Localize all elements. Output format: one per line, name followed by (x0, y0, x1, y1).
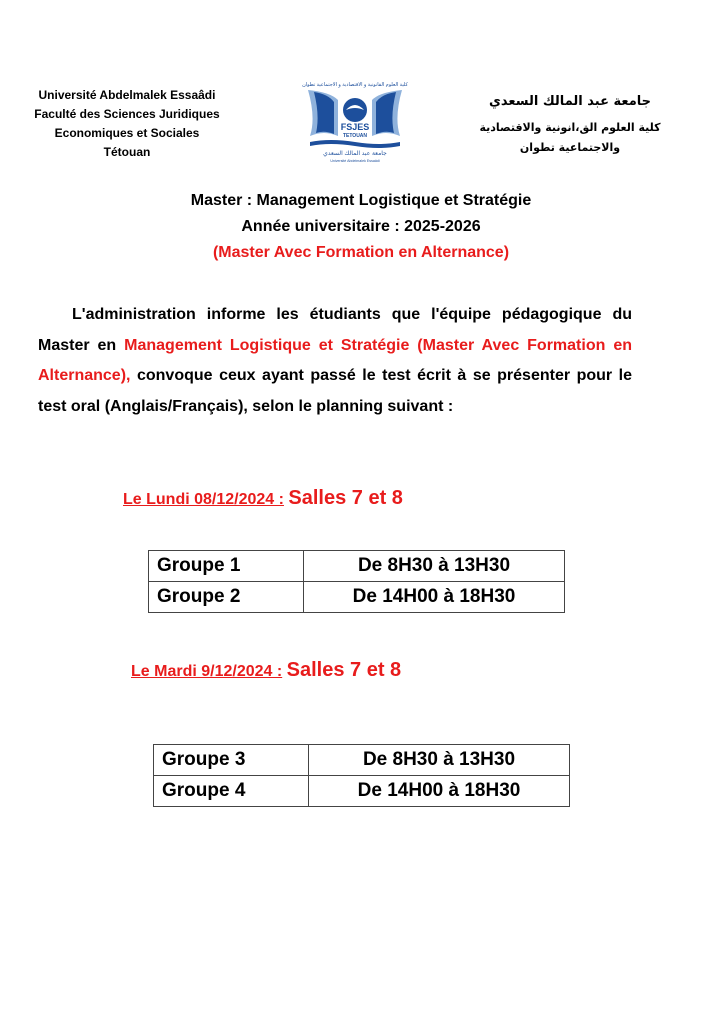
notice-text: convoque ceux ayant passé le test écrit à se présenter pour le test oral (Anglais/Français), selon le planning suivant : (38, 367, 632, 415)
logo-emblem (343, 98, 367, 122)
day-heading (131, 659, 401, 682)
notice-paragraph (38, 300, 632, 422)
logo-text-bottom: جامعة عبد المالك السعدي (323, 151, 387, 157)
document-title (0, 188, 722, 266)
time-cell: De 8H30 à 13H30 (309, 745, 570, 776)
university-line-ar: جامعة عبد المالك السعدي (488, 94, 652, 109)
academic-year: Année universitaire : 2025-2026 (241, 218, 481, 235)
master-type: (Master Avec Formation en Alternance) (212, 244, 510, 261)
notice-text: L'administration informe les étudiants que l'équipe pédagogique du Master en (38, 306, 632, 354)
table-row (149, 551, 565, 582)
master-name: Master : Management Logistique et Stratégie (190, 192, 532, 209)
fsjes-logo-icon (300, 78, 410, 164)
faculty-line: Faculté des Sciences Juridiques (34, 107, 220, 121)
faculty-line: Economiques et Sociales (54, 126, 200, 140)
time-cell: De 14H00 à 18H30 (304, 582, 565, 613)
day-heading (123, 487, 403, 510)
table-row (154, 776, 570, 807)
university-line: Université Abdelmalek Essaâdi (38, 88, 216, 102)
faculty-line-ar: كلية العلوم الق،انونية والاقتصادية والاجتماعية تطوان (479, 121, 661, 154)
schedule-table (153, 744, 570, 807)
day-rooms: Salles 7 et 8 (288, 487, 403, 509)
day-date: Le Lundi 08/12/2024 : (123, 491, 284, 508)
day-rooms: Salles 7 et 8 (286, 659, 402, 681)
group-cell: Groupe 1 (149, 551, 304, 582)
group-cell: Groupe 4 (154, 776, 309, 807)
day-date: Le Mardi 9/12/2024 : (131, 663, 283, 680)
logo-abbr: FSJES (340, 122, 370, 132)
city-line: Tétouan (103, 145, 151, 159)
table-row (154, 745, 570, 776)
logo-city: TETOUAN (342, 133, 368, 139)
time-cell: De 8H30 à 13H30 (304, 551, 565, 582)
group-cell: Groupe 2 (149, 582, 304, 613)
schedule-table (148, 550, 565, 613)
university-name-ar (450, 92, 690, 158)
logo-wave (310, 140, 400, 148)
group-cell: Groupe 3 (154, 745, 309, 776)
notice-highlight: Management Logistique et Stratégie (Master Avec Formation en Alternance), (38, 336, 632, 384)
logo-text-top: كلية العلوم القانونية و الاقتصادية و الاجتماعية تطوان (302, 82, 408, 88)
logo-text-bottom-latin: Université Abdelmalek Essaâdi (330, 159, 380, 163)
table-row (149, 582, 565, 613)
time-cell: De 14H00 à 18H30 (309, 776, 570, 807)
university-name-fr (22, 86, 232, 162)
